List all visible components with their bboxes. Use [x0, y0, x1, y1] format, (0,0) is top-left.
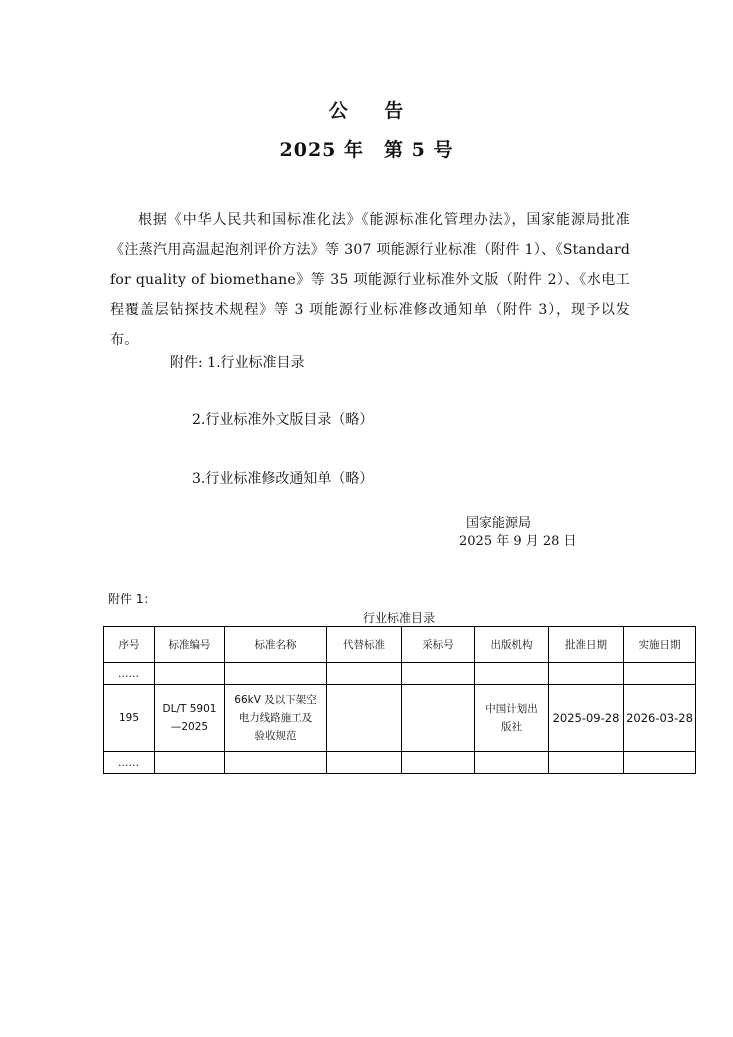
empty-cell — [225, 752, 327, 774]
table-row — [104, 685, 696, 752]
notice-body-paragraph: 根据《中华人民共和国标准化法》《能源标准化管理办法》，国家能源局批准《注蒸汽用高温起泡剂评价方法》等 307 项能源行业标准（附件 1）、《Standard for quality of biomethane》等 35 项能源行业标准外文版（附件 2）、《水电工程覆盖层钻探技术规程》等 3 项能源行业标准修改通知单（附件 3），现予以发布。 — [110, 212, 630, 348]
cell-name-line-2: 电力线路施工及 — [238, 712, 313, 724]
column-header-effective-date: 实施日期 — [624, 627, 696, 663]
empty-cell — [549, 752, 624, 774]
standards-table — [103, 626, 696, 774]
column-header-publisher: 出版机构 — [475, 627, 549, 663]
empty-cell — [225, 663, 327, 685]
notice-number: 2025 年 第 5 号 — [279, 139, 454, 161]
cell-replaces — [327, 685, 402, 752]
empty-cell — [549, 663, 624, 685]
table-row-ellipsis-top — [104, 663, 696, 685]
column-header-seq: 序号 — [104, 627, 155, 663]
attachment-item-1: 附件: 1.行业标准目录 — [170, 355, 305, 371]
column-header-name: 标准名称 — [225, 627, 327, 663]
empty-cell — [155, 663, 225, 685]
annex-label: 附件 1： — [108, 592, 156, 606]
column-header-approve-date: 批准日期 — [549, 627, 624, 663]
cell-publisher-line-2: 版社 — [501, 721, 522, 733]
column-header-adopted: 采标号 — [402, 627, 475, 663]
empty-cell — [402, 663, 475, 685]
cell-seq: 195 — [104, 685, 155, 752]
cell-code-line-2: —2025 — [170, 721, 209, 733]
signature-organization: 国家能源局 — [466, 516, 532, 531]
cell-name — [225, 685, 327, 752]
cell-adopted — [402, 685, 475, 752]
empty-cell — [624, 752, 696, 774]
attachment-item-3: 3.行业标准修改通知单（略） — [192, 471, 374, 487]
cell-code-line-1: DL/T 5901 — [162, 703, 217, 715]
column-header-code: 标准编号 — [155, 627, 225, 663]
cell-name-line-3: 验收规范 — [254, 730, 297, 742]
cell-approve-date: 2025-09-28 — [549, 685, 624, 752]
table-header-row — [104, 627, 696, 663]
cell-code — [155, 685, 225, 752]
empty-cell — [155, 752, 225, 774]
ellipsis-cell: …… — [104, 663, 155, 685]
signature-date: 2025 年 9 月 28 日 — [459, 534, 577, 549]
cell-publisher — [475, 685, 549, 752]
empty-cell — [475, 663, 549, 685]
empty-cell — [475, 752, 549, 774]
empty-cell — [327, 663, 402, 685]
notice-title: 公 告 — [328, 100, 405, 122]
empty-cell — [624, 663, 696, 685]
table-row-ellipsis-bottom — [104, 752, 696, 774]
cell-effective-date: 2026-03-28 — [624, 685, 696, 752]
table-title: 行业标准目录 — [362, 611, 435, 625]
empty-cell — [402, 752, 475, 774]
attachment-item-2: 2.行业标准外文版目录（略） — [192, 412, 374, 428]
cell-publisher-line-1: 中国计划出 — [485, 703, 538, 715]
empty-cell — [327, 752, 402, 774]
cell-name-line-1: 66kV 及以下架空 — [234, 694, 317, 706]
column-header-replaces: 代替标准 — [327, 627, 402, 663]
ellipsis-cell: …… — [104, 752, 155, 774]
